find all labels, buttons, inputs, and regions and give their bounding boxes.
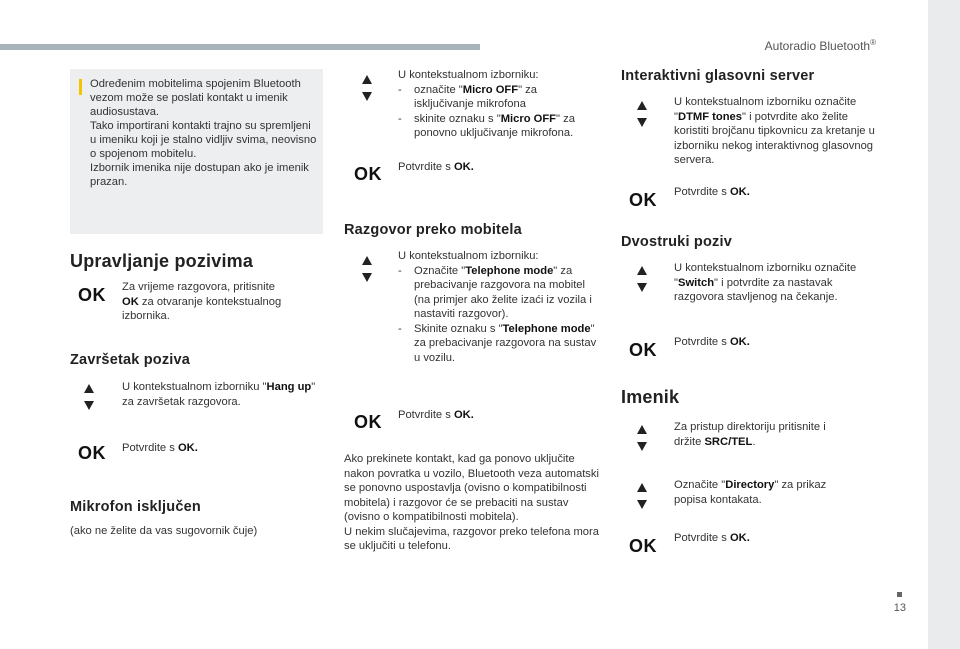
confirm-text: Potvrdite s OK. (674, 336, 750, 348)
end-call-text: U kontekstualnom izborniku "Hang up" za završetak razgovora. (122, 381, 316, 408)
info-note-box (70, 69, 323, 234)
section-title-call-management: Upravljanje pozivima (70, 251, 254, 271)
mic-menu-text: U kontekstualnom izborniku: - označite "Micro OFF" za isključivanje mikrofona - skinite oznaku s "Micro OFF" za ponovno uključivanje mikrofona. (398, 68, 598, 141)
ok-icon: OK (78, 285, 106, 305)
confirm-text: Potvrdite s OK. (398, 409, 474, 421)
reconnect-paragraph: Ako prekinete kontakt, kad ga ponovo uključite nakon povratka u vozilo, Bluetooth veza automatski se ponovno uspostavlja (ovisno o kompatibilnosti mobitela) i razgovor će se prebaciti na sustav (ovisno o kompatibilnosti mobitela). U nekim slučajevima, razgovor preko telefona mora se uključiti u telefonu. (344, 453, 599, 552)
header-rule (0, 44, 480, 50)
up-down-arrows-icon (636, 101, 650, 127)
confirm-text: Potvrdite s OK. (122, 442, 198, 454)
ok-icon: OK (354, 412, 382, 432)
up-down-arrows-icon (636, 425, 650, 451)
up-down-arrows-icon (361, 256, 375, 282)
confirm-text: Potvrdite s OK. (674, 186, 750, 198)
ok-icon: OK (629, 190, 657, 210)
page-number: 13 (893, 602, 906, 614)
dual-call-text: U kontekstualnom izborniku označite "Switch" i potvrdite za nastavak razgovora stavljenog na čekanje. (674, 262, 857, 303)
ok-icon: OK (629, 340, 657, 360)
directory-select-text: Označite "Directory" za prikaz popisa kontakata. (674, 479, 827, 506)
section-title-dual-call: Dvostruki poziv (621, 234, 732, 250)
continuation-marker (897, 592, 902, 597)
up-down-arrows-icon (636, 266, 650, 292)
mic-off-note: (ako ne želite da vas sugovornik čuje) (70, 525, 258, 537)
ivr-text: U kontekstualnom izborniku označite "DTMF tones" i potvrdite ako želite koristiti brojčanu tipkovnicu za kretanje u izborniku nekog interaktivnog glasovnog servera. (674, 96, 875, 166)
section-title-directory: Imenik (621, 387, 680, 407)
call-management-text: Za vrijeme razgovora, pritisnite OK za otvaranje kontekstualnog izbornika. (122, 281, 282, 322)
confirm-text: Potvrdite s OK. (674, 532, 750, 544)
page-side-strip (928, 0, 960, 649)
section-title-mic-off: Mikrofon isključen (70, 499, 201, 515)
up-down-arrows-icon (636, 483, 650, 509)
ok-icon: OK (629, 536, 657, 556)
up-down-arrows-icon (361, 75, 375, 101)
info-icon (79, 79, 82, 95)
ok-icon: OK (354, 164, 382, 184)
mobile-call-text: U kontekstualnom izborniku: - Označite "Telephone mode" za prebacivanje razgovora na mobitel (na primjer ako želite izaći iz vozila i nastaviti razgovor). - Skinite oznaku s "Telephone mode" za prebacivanje razgovora na sustav u vozilu. (398, 249, 598, 365)
section-title-ivr: Interaktivni glasovni server (621, 68, 815, 84)
up-down-arrows-icon (83, 384, 97, 410)
directory-access-text: Za pristup direktoriju pritisnite i držite SRC/TEL. (674, 421, 826, 448)
info-note-text: Određenim mobitelima spojenim Bluetooth vezom može se poslati kontakt u imenik audiosustava. Tako importirani kontakti trajno su spremljeni u imeniku koji je stalno vidljiv svima, neovisno o spojenom mobitelu. Izbornik imenika nije dostupan ako je imenik prazan. (90, 78, 317, 188)
section-title-end-call: Završetak poziva (70, 352, 191, 368)
confirm-text: Potvrdite s OK. (398, 161, 474, 173)
section-title-mobile-call: Razgovor preko mobitela (344, 222, 522, 238)
section-header: Autoradio Bluetooth® (764, 38, 876, 53)
ok-icon: OK (78, 443, 106, 463)
